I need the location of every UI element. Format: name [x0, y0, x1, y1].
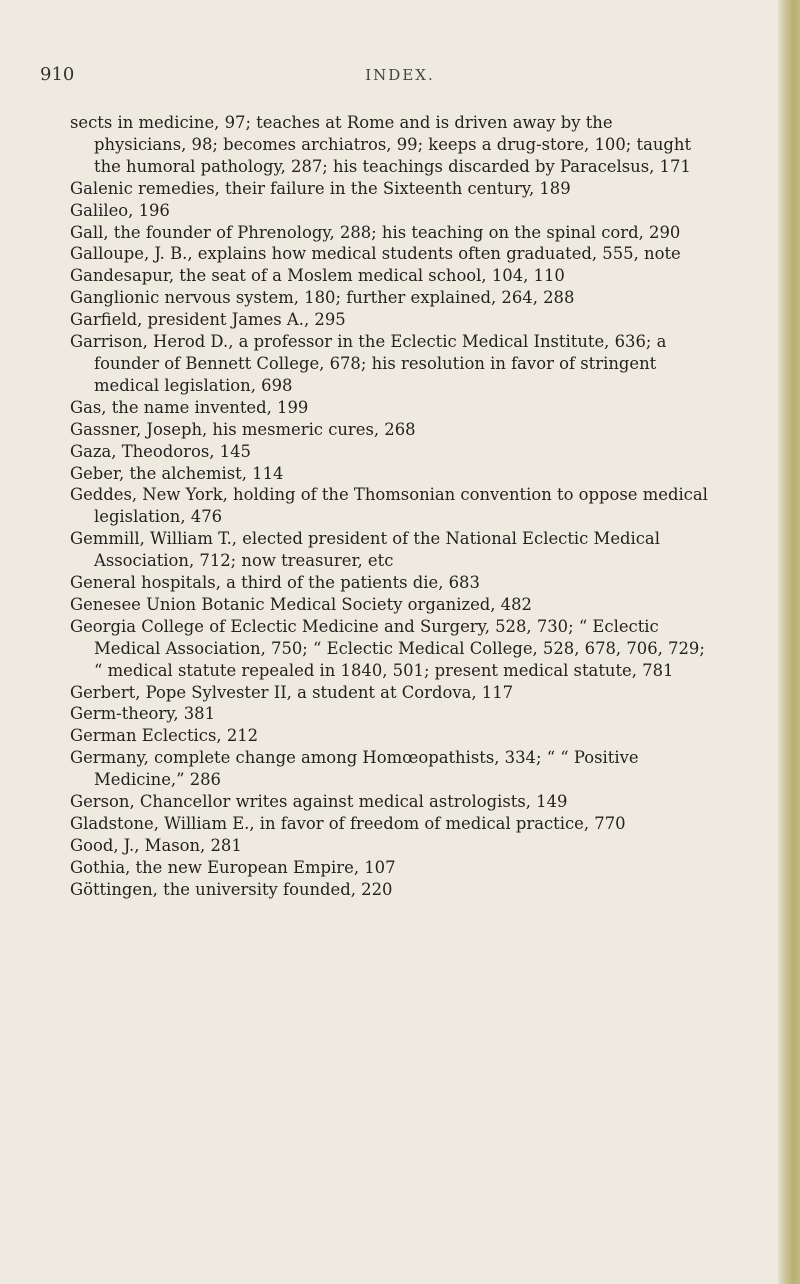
index-entry: Gemmill, William T., elected president of the National Eclectic Medical Association, 712; now treasurer, etc — [70, 529, 660, 571]
index-entry: Galloupe, J. B., explains how medical students often graduated, 555, note — [70, 244, 681, 264]
index-entry: Garrison, Herod D., a professor in the Eclectic Medical Institute, 636; a founder of Bennett College, 678; his resolution in favor of stringent medical legislation, 698 — [70, 332, 667, 395]
index-entry: Gandesapur, the seat of a Moslem medical school, 104, 110 — [70, 266, 565, 286]
index-entry: Gall, the founder of Phrenology, 288; his teaching on the spinal cord, 290 — [70, 222, 681, 242]
index-entry: Geddes, New York, holding of the Thomsonian convention to oppose medical legislation, 476 — [70, 485, 708, 527]
index-entry: Genesee Union Botanic Medical Society organized, 482 — [70, 594, 532, 614]
page-header — [40, 64, 760, 90]
index-entry: Germ-theory, 381 — [70, 704, 216, 724]
index-entry: Galenic remedies, their failure in the Sixteenth century, 189 — [70, 178, 571, 198]
index-entry: Göttingen, the university founded, 220 — [70, 879, 393, 899]
index-entry: Gas, the name invented, 199 — [70, 397, 309, 417]
index-entry: Germany, complete change among Homœopathists, 334; “ “ Positive Medicine,” 286 — [70, 748, 639, 790]
index-entry: Gassner, Joseph, his mesmeric cures, 268 — [70, 419, 416, 439]
index-entry: Gerbert, Pope Sylvester II, a student at Cordova, 117 — [70, 682, 514, 702]
index-entry: General hospitals, a third of the patients die, 683 — [70, 573, 480, 593]
index-list — [70, 112, 710, 901]
index-entry: Gerson, Chancellor writes against medical astrologists, 149 — [70, 792, 568, 812]
index-entry: sects in medicine, 97; teaches at Rome and is driven away by the physicians, 98; becomes archiatros, 99; keeps a drug-store, 100; taught the humoral pathology, 287; his teachings discarded by Paracelsus, 171 — [70, 113, 692, 176]
index-entry: Geber, the alchemist, 114 — [70, 463, 284, 483]
index-entry: Garfield, president James A., 295 — [70, 310, 346, 330]
page-edge — [778, 0, 800, 1284]
index-entry: German Eclectics, 212 — [70, 726, 259, 746]
index-entry: Gothia, the new European Empire, 107 — [70, 857, 396, 877]
index-entry: Gladstone, William E., in favor of freedom of medical practice, 770 — [70, 814, 626, 833]
index-entry: Georgia College of Eclectic Medicine and Surgery, 528, 730; “ Eclectic Medical Association, 750; “ Eclectic Medical College, 528, 678, 706, 729; “ medical statute repealed in 1840, 501; present medical statute, 781 — [70, 616, 705, 680]
index-entry: Gaza, Theodoros, 145 — [70, 441, 251, 461]
index-entry: Good, J., Mason, 281 — [70, 835, 242, 855]
index-entry: Ganglionic nervous system, 180; further explained, 264, 288 — [70, 288, 575, 308]
page-number: 910 — [40, 64, 75, 85]
index-entry: Galileo, 196 — [70, 200, 170, 220]
running-head: INDEX. — [365, 66, 435, 84]
